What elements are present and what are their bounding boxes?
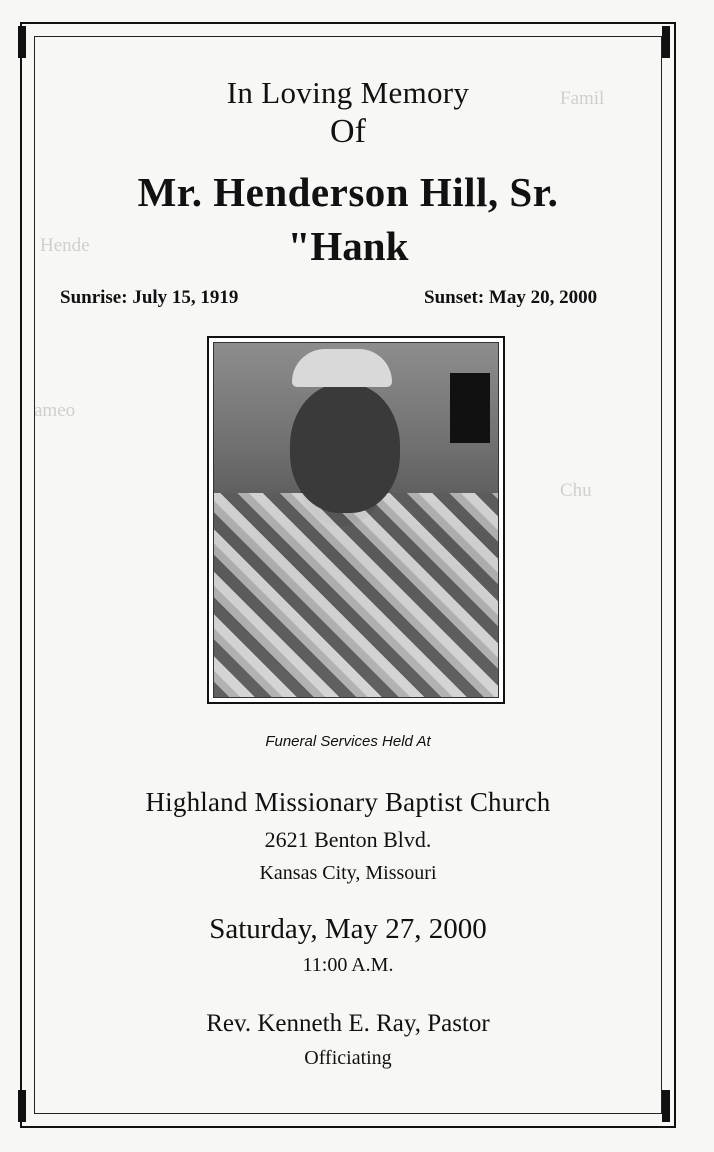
photo-background-object bbox=[450, 373, 490, 443]
bleed-through-text: Hende bbox=[40, 235, 90, 256]
memory-heading: In Loving Memory bbox=[226, 75, 470, 110]
corner-ornament bbox=[662, 1090, 670, 1122]
corner-ornament bbox=[18, 1090, 26, 1122]
officiating-label: Officiating bbox=[304, 1047, 392, 1069]
photo-shirt-pattern bbox=[214, 493, 498, 698]
church-name: Highland Missionary Baptist Church bbox=[145, 787, 551, 817]
corner-ornament bbox=[18, 26, 26, 58]
photo-hat bbox=[292, 349, 392, 387]
photo-face bbox=[290, 383, 400, 513]
sunset-date: Sunset: May 20, 2000 bbox=[424, 287, 598, 308]
bleed-through-text: Chu bbox=[560, 480, 592, 501]
nickname: "Hank bbox=[287, 223, 409, 269]
bleed-through-text: ameo bbox=[34, 400, 76, 421]
sunrise-date: Sunrise: July 15, 1919 bbox=[60, 287, 239, 308]
deceased-name: Mr. Henderson Hill, Sr. bbox=[137, 169, 559, 215]
services-caption: Funeral Services Held At bbox=[265, 733, 431, 750]
portrait-frame bbox=[207, 336, 505, 704]
service-time: 11:00 A.M. bbox=[302, 954, 394, 976]
church-city: Kansas City, Missouri bbox=[259, 862, 437, 884]
corner-ornament bbox=[662, 26, 670, 58]
bleed-through-text: Famil bbox=[560, 88, 605, 109]
portrait-photo bbox=[213, 342, 499, 698]
pastor-name: Rev. Kenneth E. Ray, Pastor bbox=[206, 1010, 490, 1037]
service-date: Saturday, May 27, 2000 bbox=[209, 913, 487, 945]
church-address: 2621 Benton Blvd. bbox=[264, 827, 432, 852]
of-heading: Of bbox=[330, 113, 366, 150]
